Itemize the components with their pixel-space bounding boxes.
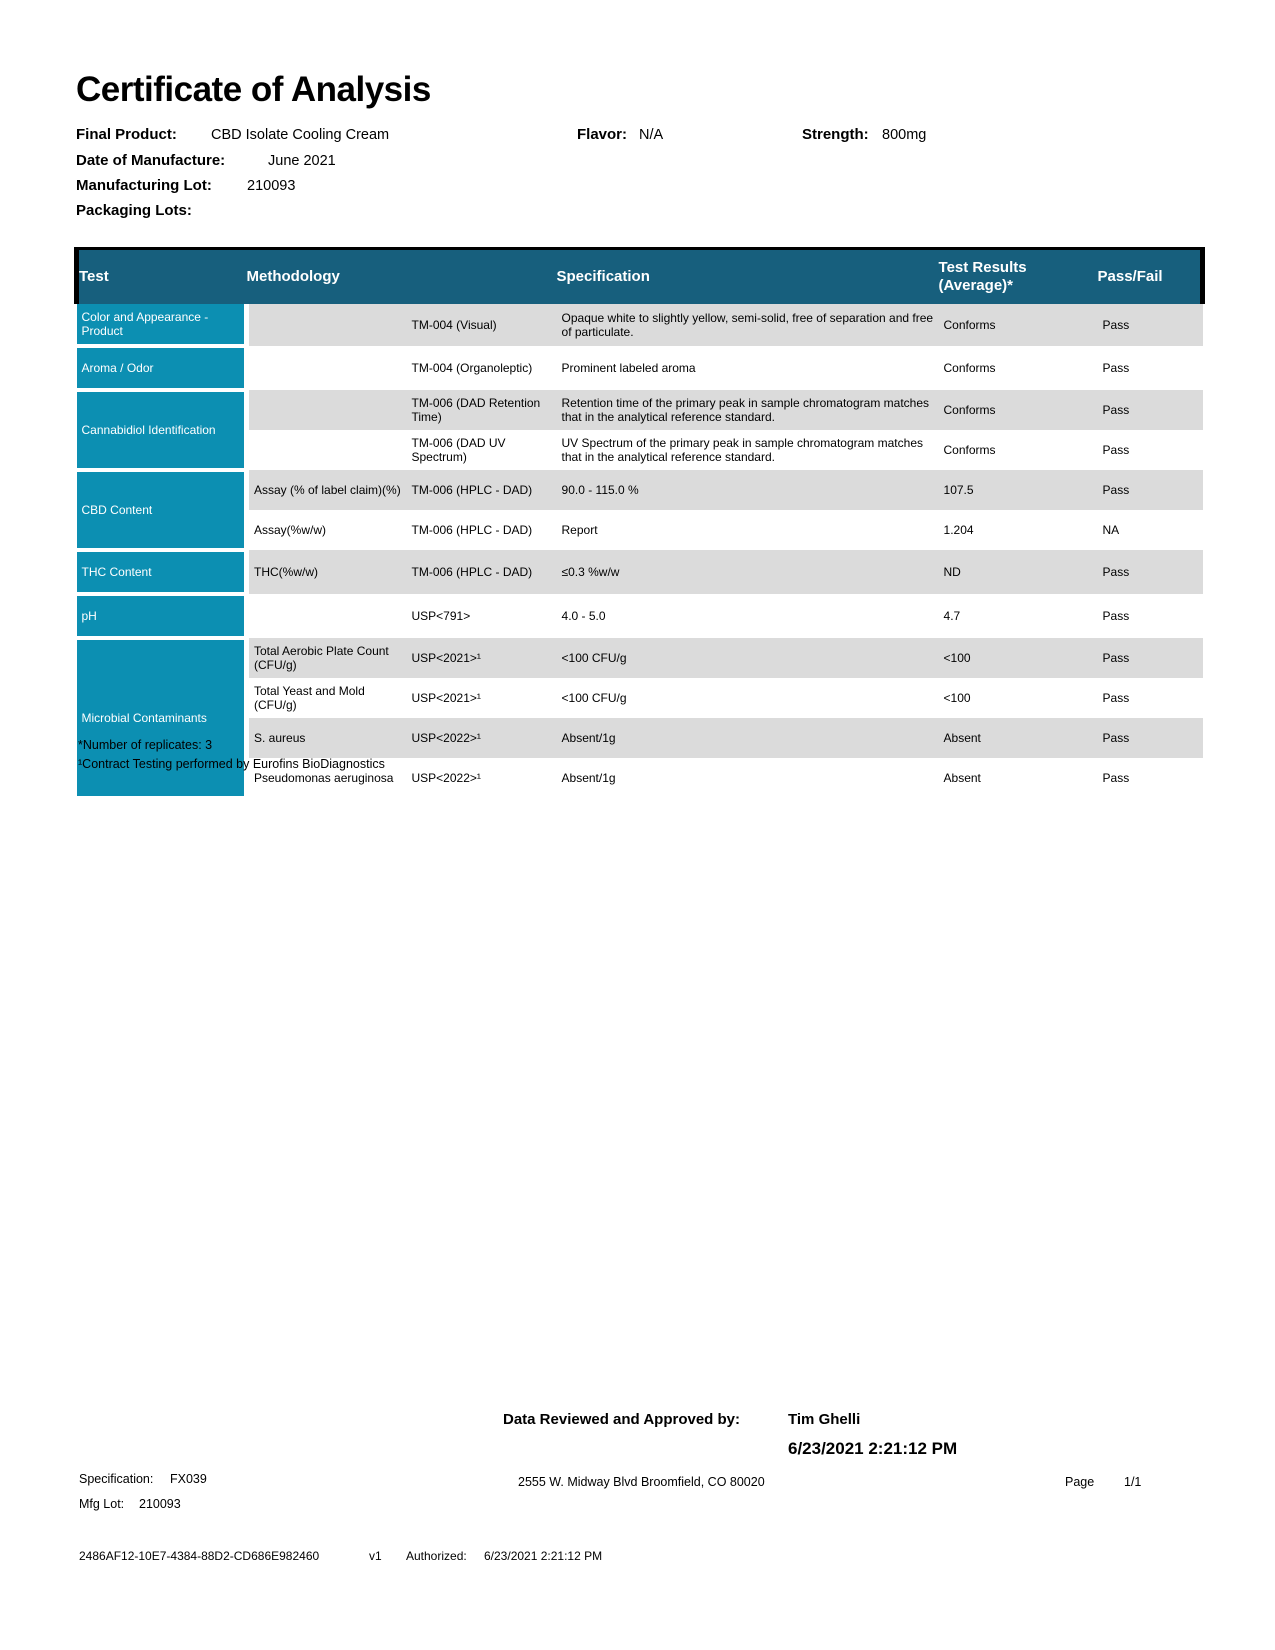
parameter-cell: Total Aerobic Plate Count (CFU/g) [247,638,407,678]
methodology-cell: TM-006 (HPLC - DAD) [407,470,557,510]
header-passfail: Pass/Fail [1098,249,1203,305]
parameter-cell [247,304,407,346]
specification-cell: ≤0.3 %w/w [557,550,939,594]
footer-address: 2555 W. Midway Blvd Broomfield, CO 80020 [518,1475,765,1489]
parameter-cell [247,594,407,638]
result-cell: Conforms [939,430,1098,470]
approval-label: Data Reviewed and Approved by: [503,1411,740,1428]
test-name-cell: CBD Content [77,470,247,550]
methodology-cell: TM-004 (Visual) [407,304,557,346]
test-name-cell: THC Content [77,550,247,594]
result-cell: 107.5 [939,470,1098,510]
manufacturing-lot-value: 210093 [247,178,296,194]
methodology-cell: USP<2022>¹ [407,718,557,758]
parameter-cell [247,390,407,430]
result-cell: <100 [939,638,1098,678]
approver-name: Tim Ghelli [788,1411,861,1428]
table-row [77,346,1203,390]
results-table-body [77,304,1203,798]
specification-cell: <100 CFU/g [557,638,939,678]
result-cell: <100 [939,678,1098,718]
table-row [77,470,1203,510]
strength-value: 800mg [882,127,927,143]
header-test: Test [77,249,247,305]
test-name-cell: Color and Appearance - Product [77,304,247,346]
date-of-manufacture-value: June 2021 [268,153,336,169]
result-cell: Conforms [939,304,1098,346]
methodology-cell: TM-006 (HPLC - DAD) [407,550,557,594]
parameter-cell: Pseudomonas aeruginosa [247,758,407,798]
passfail-cell: Pass [1098,638,1203,678]
methodology-cell: TM-006 (DAD Retention Time) [407,390,557,430]
table-row [77,304,1203,346]
parameter-cell: S. aureus [247,718,407,758]
results-table-header [77,249,1203,305]
parameter-cell: THC(%w/w) [247,550,407,594]
test-name-cell: pH [77,594,247,638]
date-of-manufacture-label: Date of Manufacture: [76,152,226,169]
passfail-cell: NA [1098,510,1203,550]
flavor-value: N/A [639,127,664,143]
footnote-contract-testing: ¹Contract Testing performed by Eurofins BioDiagnostics [78,757,385,771]
header-test-results [939,249,1098,305]
parameter-cell [247,346,407,390]
parameter-cell: Assay(%w/w) [247,510,407,550]
header-test-results-line2: (Average)* [938,277,1013,294]
test-name-cell: Aroma / Odor [77,346,247,390]
authorized-label: Authorized: [406,1549,467,1563]
methodology-cell: USP<791> [407,594,557,638]
flavor-label: Flavor: [577,126,628,143]
results-table [74,247,1205,800]
footer-specification-label: Specification: [79,1472,154,1486]
document-id: 2486AF12-10E7-4384-88D2-CD686E982460 [79,1549,320,1563]
methodology-cell: TM-006 (DAD UV Spectrum) [407,430,557,470]
specification-cell: 4.0 - 5.0 [557,594,939,638]
passfail-cell: Pass [1098,470,1203,510]
header-row [77,249,1203,305]
table-row [77,550,1203,594]
final-product-value: CBD Isolate Cooling Cream [211,127,390,143]
strength-label: Strength: [802,126,869,143]
table-row [77,638,1203,678]
passfail-cell: Pass [1098,678,1203,718]
passfail-cell: Pass [1098,346,1203,390]
document-version: v1 [369,1549,382,1563]
methodology-cell: USP<2021>¹ [407,638,557,678]
final-product-label: Final Product: [76,126,177,143]
parameter-cell: Assay (% of label claim)(%) [247,470,407,510]
table-row [77,594,1203,638]
footer-page-label: Page [1065,1475,1095,1489]
packaging-lots-label: Packaging Lots: [76,202,192,219]
passfail-cell: Pass [1098,390,1203,430]
methodology-cell: USP<2021>¹ [407,678,557,718]
passfail-cell: Pass [1098,550,1203,594]
result-cell: Absent [939,718,1098,758]
parameter-cell: Total Yeast and Mold (CFU/g) [247,678,407,718]
manufacturing-lot-label: Manufacturing Lot: [76,177,212,194]
authorized-timestamp: 6/23/2021 2:21:12 PM [484,1549,603,1563]
specification-cell: 90.0 - 115.0 % [557,470,939,510]
test-name-cell: Cannabidiol Identification [77,390,247,470]
specification-cell: Opaque white to slightly yellow, semi-solid, free of separation and free of particulate. [557,304,939,346]
specification-cell: Prominent labeled aroma [557,346,939,390]
approval-timestamp: 6/23/2021 2:21:12 PM [788,1439,958,1458]
specification-cell: <100 CFU/g [557,678,939,718]
result-cell: Conforms [939,390,1098,430]
result-cell: 4.7 [939,594,1098,638]
table-row [77,390,1203,430]
methodology-cell: TM-006 (HPLC - DAD) [407,510,557,550]
header-test-results-line1: Test Results [938,259,1027,276]
specification-cell: Retention time of the primary peak in sample chromatogram matches that in the analytical reference standard. [557,390,939,430]
result-cell: ND [939,550,1098,594]
header-methodology: Methodology [247,249,557,305]
specification-cell: Absent/1g [557,758,939,798]
footer-mfg-lot-value: 210093 [139,1497,181,1511]
passfail-cell: Pass [1098,304,1203,346]
test-name-cell: Microbial Contaminants [77,638,247,798]
result-cell: 1.204 [939,510,1098,550]
header-specification: Specification [557,249,939,305]
passfail-cell: Pass [1098,758,1203,798]
specification-cell: Absent/1g [557,718,939,758]
passfail-cell: Pass [1098,718,1203,758]
parameter-cell [247,430,407,470]
footer-specification-value: FX039 [170,1472,207,1486]
passfail-cell: Pass [1098,594,1203,638]
page-title: Certificate of Analysis [76,70,431,109]
methodology-cell: USP<2022>¹ [407,758,557,798]
methodology-cell: TM-004 (Organoleptic) [407,346,557,390]
specification-cell: UV Spectrum of the primary peak in sample chromatogram matches that in the analytical reference standard. [557,430,939,470]
result-cell: Absent [939,758,1098,798]
passfail-cell: Pass [1098,430,1203,470]
footer-mfg-lot-label: Mfg Lot: [79,1497,125,1511]
footnote-replicates: *Number of replicates: 3 [78,738,213,752]
result-cell: Conforms [939,346,1098,390]
specification-cell: Report [557,510,939,550]
footer-page-value: 1/1 [1124,1475,1142,1489]
